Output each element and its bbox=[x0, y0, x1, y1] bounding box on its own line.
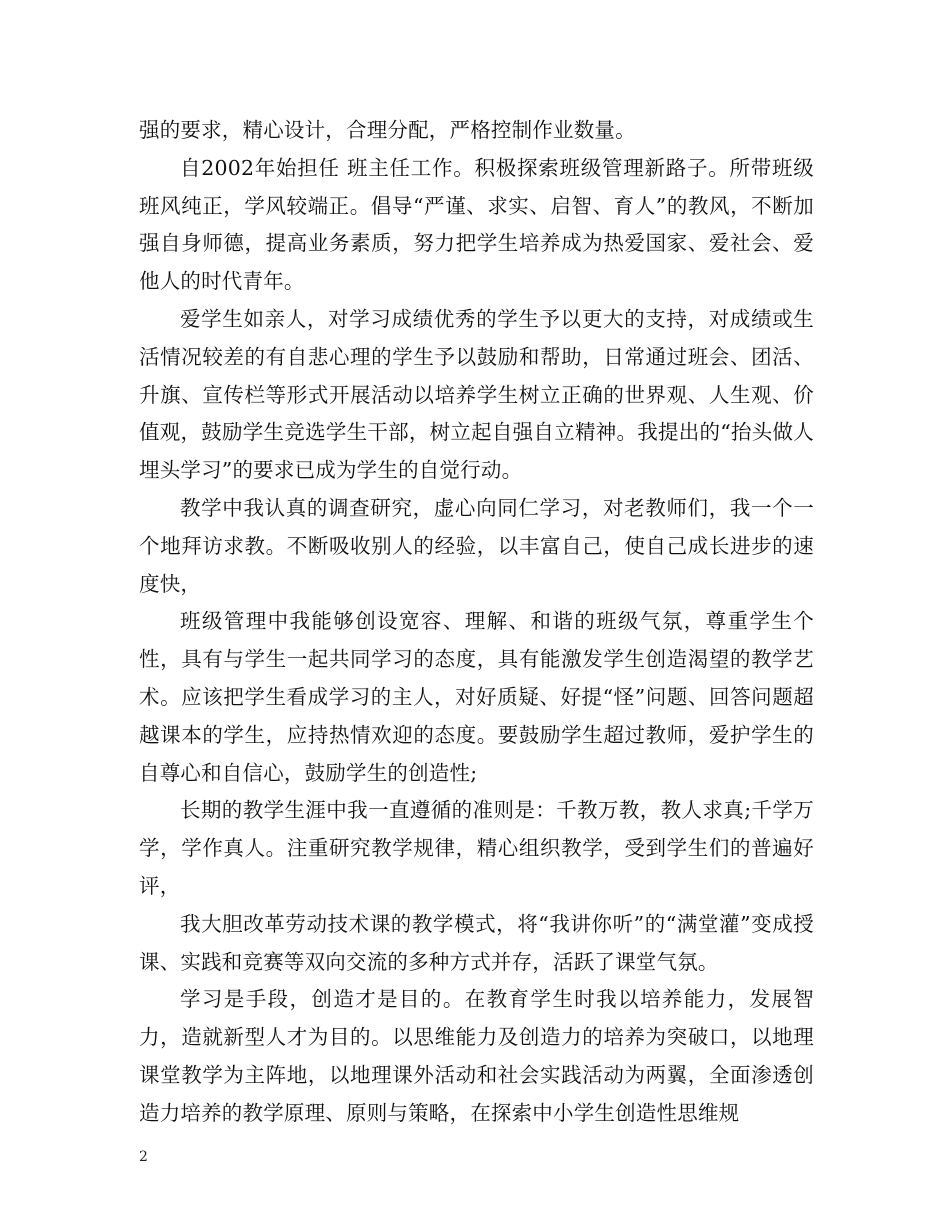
paragraph-8: 学习是手段，创造才是目的。在教育学生时我以培养能力，发展智力，造就新型人才为目的。以思维能力及创造力的培养为突破口，以地理课堂教学为主阵地，以地理课外活动和社会实践活动为两翼，全面渗透创造力培养的教学原理、原则与策略，在探索中小学生创造性思维规 bbox=[139, 987, 814, 1125]
document-body bbox=[139, 112, 814, 1133]
paragraph-7: 我大胆改革劳动技术课的教学模式，将“我讲你听”的“满堂灌”变成授课、实践和竞赛等双向交流的多种方式并存，活跃了课堂气氛。 bbox=[139, 911, 814, 974]
paragraph-3: 爱学生如亲人，对学习成绩优秀的学生予以更大的支持，对成绩或生活情况较差的有自悲心理的学生予以鼓励和帮助，日常通过班会、团活、升旗、宣传栏等形式开展活动以培养学生树立正确的世界观、人生观、价值观，鼓励学生竞选学生干部，树立起自强自立精神。我提出的“抬头做人埋头学习”的要求已成为学生的自觉行动。 bbox=[139, 306, 814, 483]
paragraph-2: 自2002年始担任 班主任工作。积极探索班级管理新路子。所带班级班风纯正，学风较端正。倡导“严谨、求实、启智、育人”的教风，不断加强自身师德，提高业务素质，努力把学生培养成为热爱国家、爱社会、爱他人的时代青年。 bbox=[139, 155, 814, 294]
paragraph-1: 强的要求，精心设计，合理分配，严格控制作业数量。 bbox=[139, 118, 636, 142]
paragraph-5: 班级管理中我能够创设宽容、理解、和谐的班级气氛，尊重学生个性，具有与学生一起共同学习的态度，具有能激发学生创造渴望的教学艺术。应该把学生看成学习的主人，对好质疑、好提“怪”问题、回答问题超越课本的学生，应持热情欢迎的态度。要鼓励学生超过教师，爱护学生的自尊心和自信心，鼓励学生的创造性; bbox=[139, 609, 814, 785]
paragraph-6: 长期的教学生涯中我一直遵循的准则是：千教万教，教人求真;千学万学，学作真人。注重研究教学规律，精心组织教学，受到学生们的普遍好评， bbox=[139, 798, 814, 898]
page-number: 2 bbox=[139, 1149, 148, 1165]
paragraph-4: 教学中我认真的调查研究，虚心向同仁学习，对老教师们，我一个一个地拜访求教。不断吸收别人的经验，以丰富自己，使自己成长进步的速度快， bbox=[139, 495, 814, 596]
